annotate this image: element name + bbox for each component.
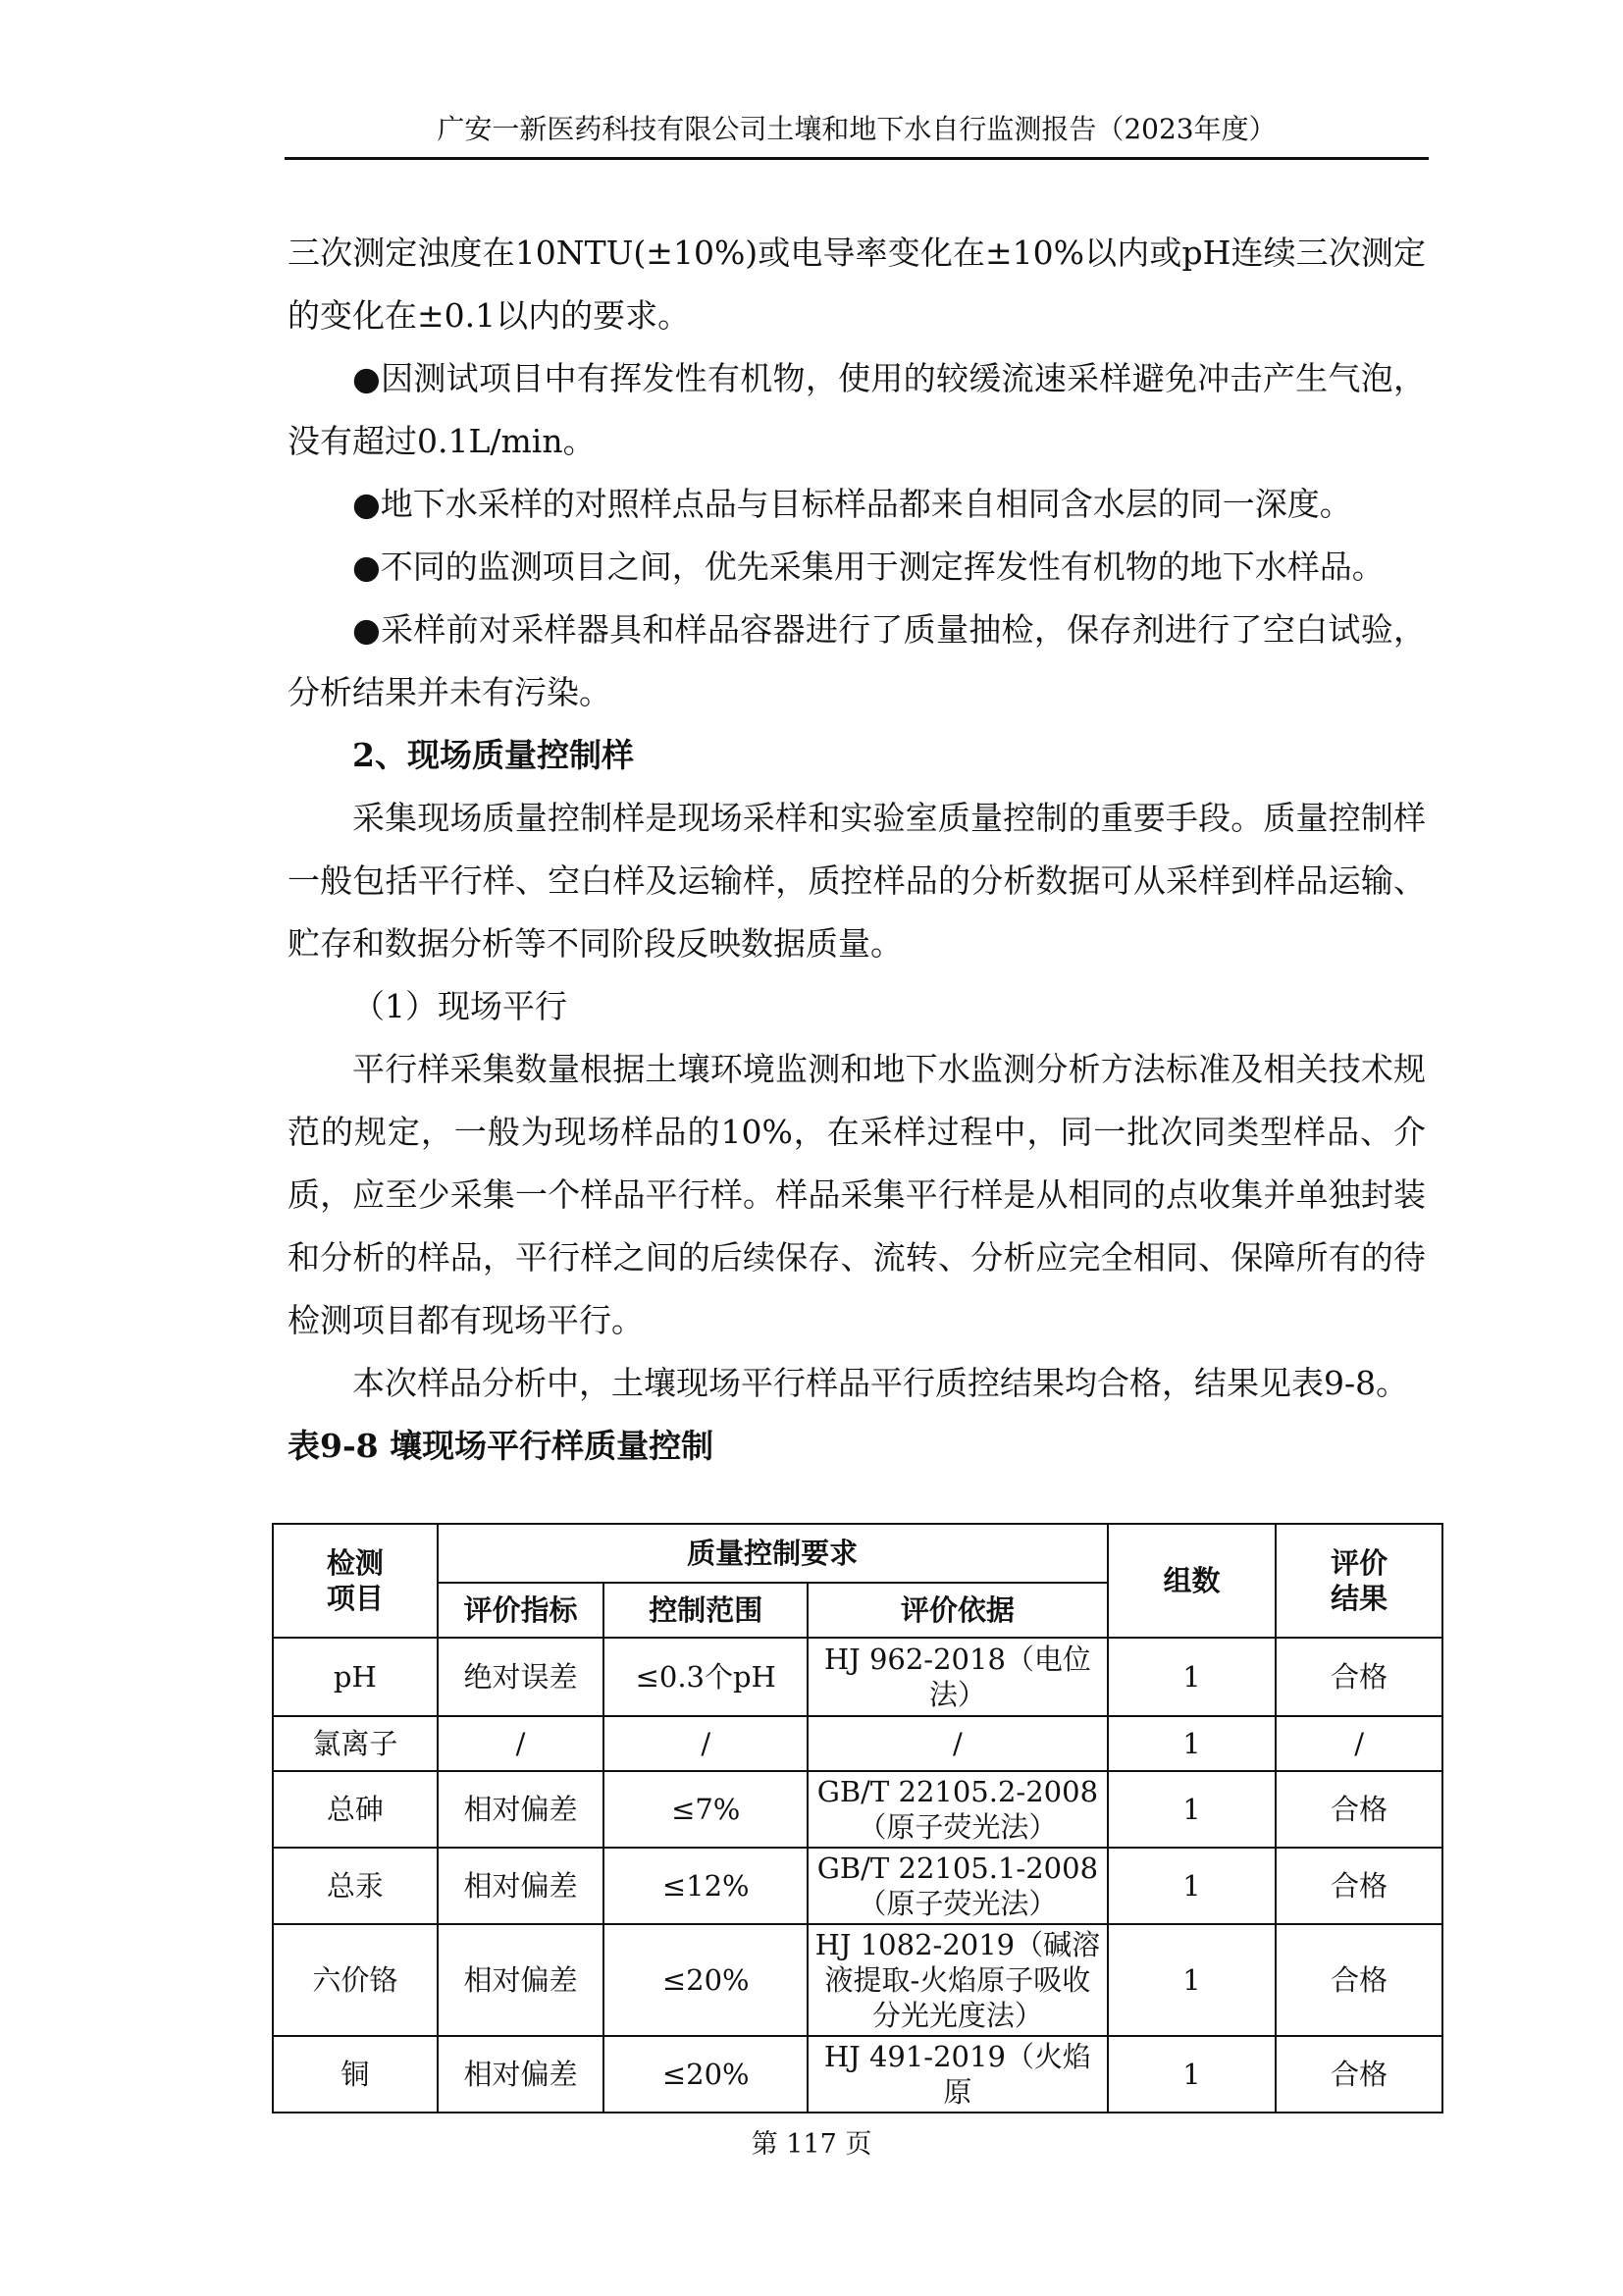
table-row: pH 绝对误差 ≤0.3个pH HJ 962-2018（电位法） 1 合格 bbox=[273, 1638, 1442, 1716]
paragraph-continuation: 三次测定浊度在10NTU(±10%)或电导率变化在±10%以内或pH连续三次测定的变化在±0.1以内的要求。 bbox=[288, 234, 1426, 335]
qc-table bbox=[272, 1523, 1443, 2113]
paragraph: 本次样品分析中，土壤现场平行样品平行质控结果均合格，结果见表9-8。 bbox=[352, 1364, 1409, 1402]
header-basis: 评价依据 bbox=[808, 1583, 1108, 1638]
paragraph: 采集现场质量控制样是现场采样和实验室质量控制的重要手段。质量控制样一般包括平行样、空白样及运输样，质控样品的分析数据可从采样到样品运输、贮存和数据分析等不同阶段反映数据质量。 bbox=[288, 799, 1426, 963]
section-heading: 2、现场质量控制样 bbox=[352, 736, 634, 774]
bullet-item: ●地下水采样的对照样点品与目标样品都来自相同含水层的同一深度。 bbox=[352, 485, 1352, 523]
table-row: 六价铬 相对偏差 ≤20% HJ 1082-2019（碱溶液提取-火焰原子吸收分光光度法） 1 合格 bbox=[273, 1924, 1442, 2036]
body-text bbox=[288, 222, 1426, 1478]
table-row: 氯离子 / / / 1 / bbox=[273, 1716, 1442, 1771]
page-footer bbox=[0, 2127, 1623, 2163]
header-groups: 组数 bbox=[1108, 1524, 1277, 1638]
bullet-item: ●不同的监测项目之间，优先采集用于测定挥发性有机物的地下水样品。 bbox=[352, 548, 1385, 586]
subsection-heading: （1）现场平行 bbox=[352, 987, 567, 1025]
bullet-item: ●采样前对采样器具和样品容器进行了质量抽检，保存剂进行了空白试验，分析结果并未有污染。 bbox=[288, 610, 1426, 711]
table-row: 铜 相对偏差 ≤20% HJ 491-2019（火焰原 1 合格 bbox=[273, 2036, 1442, 2113]
header-qc-requirements: 质量控制要求 bbox=[438, 1524, 1108, 1583]
paragraph: 平行样采集数量根据土壤环境监测和地下水监测分析方法标准及相关技术规范的规定，一般为现场样品的10%，在采样过程中，同一批次同类型样品、介质，应至少采集一个样品平行样。样品采集平行样是从相同的点收集并单独封装和分析的样品，平行样之间的后续保存、流转、分析应完全相同、保障所有的待检测项目都有现场平行。 bbox=[288, 1050, 1426, 1339]
bullet-item: ●因测试项目中有挥发性有机物，使用的较缓流速采样避免冲击产生气泡，没有超过0.1L/min。 bbox=[288, 359, 1426, 460]
page-number: 第 117 页 bbox=[751, 2129, 872, 2160]
header-title: 广安一新医药科技有限公司土壤和地下水自行监测报告（2023年度） bbox=[437, 113, 1277, 145]
header-result: 评价 结果 bbox=[1276, 1524, 1442, 1638]
header-item: 检测 项目 bbox=[273, 1524, 438, 1638]
header-range: 控制范围 bbox=[603, 1583, 808, 1638]
page-header bbox=[285, 110, 1429, 160]
table-row: 总汞 相对偏差 ≤12% GB/T 22105.1-2008（原子荧光法） 1 合格 bbox=[273, 1848, 1442, 1924]
table-title: 表9-8 壤现场平行样质量控制 bbox=[288, 1427, 714, 1465]
header-indicator: 评价指标 bbox=[438, 1583, 604, 1638]
table-row: 总砷 相对偏差 ≤7% GB/T 22105.2-2008（原子荧光法） 1 合格 bbox=[273, 1771, 1442, 1848]
